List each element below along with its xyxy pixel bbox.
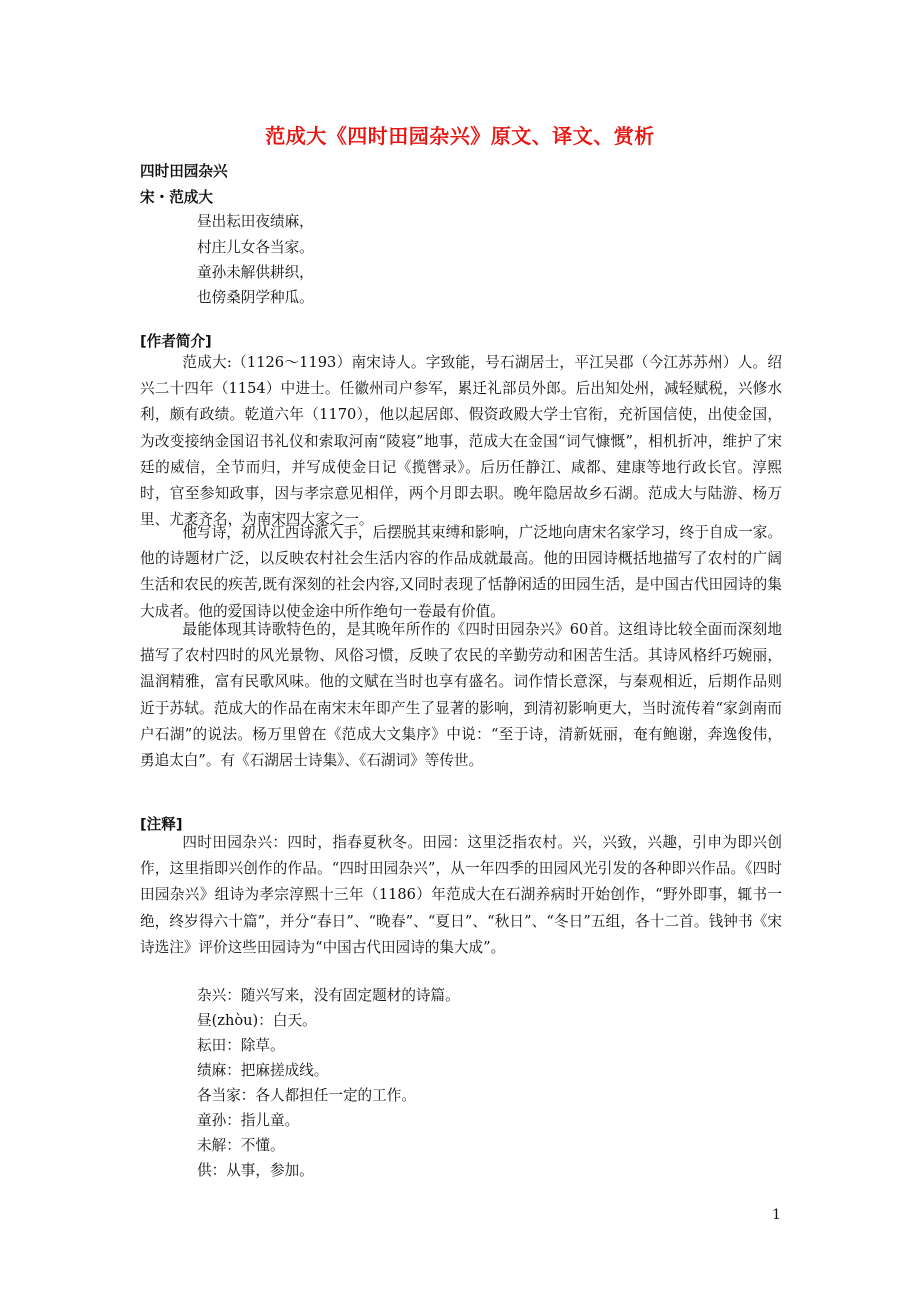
note-item: 童孙：指儿童。 <box>197 1112 300 1129</box>
bio-paragraph: 范成大:（1126～1193）南宋诗人。字致能，号石湖居士，平江吴郡（今江苏苏州）人。绍兴二十四年（1154）中进士。任徽州司户参军，累迁礼部员外郎。后出知处州，减轻赋税，兴修水利，颇有政绩。乾道六年（1170），他以起居郎、假资政殿大学士官衔，充祈国信使，出使金国，为改变接纳金国诏书礼仪和索取河南“陵寝”地事，范成大在金国“词气慷慨”，相机折冲，维护了宋廷的威信，全节而归，并写成使金日记《揽辔录》。后历任静江、咸都、建康等地行政长官。淳熙时，官至参知政事，因与孝宗意见相佯，两个月即去职。晚年隐居故乡石湖。范成大与陆游、杨万里、尤袤齐名，为南宋四大家之一。 <box>140 354 782 529</box>
note-item: 昼(zhòu)：白天。 <box>197 1012 317 1029</box>
document-title: 范成大《四时田园杂兴》原文、译文、赏析 <box>265 124 655 148</box>
poem-title: 四时田园杂兴 <box>140 163 228 180</box>
note-item: 绩麻：把麻搓成线。 <box>197 1062 329 1079</box>
note-item: 未解：不懂。 <box>197 1137 285 1154</box>
poem-line: 童孙未解供耕织， <box>197 264 314 281</box>
poem-line: 也傍桑阴学种瓜。 <box>197 289 314 306</box>
notes-heading: [注释] <box>140 816 183 833</box>
poem-line: 村庄儿女各当家。 <box>197 239 314 256</box>
poem-line: 昼出耘田夜绩麻， <box>197 213 314 230</box>
notes-main-paragraph: 四时田园杂兴：四时，指春夏秋冬。田园：这里泛指农村。兴，兴致，兴趣，引申为即兴创作，这里指即兴创作的作品。“四时田园杂兴”，从一年四季的田园风光引发的各种即兴作品。《四时田园杂兴》组诗为孝宗淳熙十三年（1186）年范成大在石湖养病时开始创作，“野外即事，辄书一绝，终岁得六十篇”，并分“春日”、“晚春”、“夏日”、“秋日”、“冬日”五组，各十二首。钱钟书《宋诗选注》评价这些田园诗为“中国古代田园诗的集大成”。 <box>140 834 782 956</box>
bio-heading: [作者简介] <box>140 333 212 350</box>
bio-paragraph: 最能体现其诗歌特色的，是其晚年所作的《四时田园杂兴》60首。这组诗比较全面而深刻地描写了农村四时的风光景物、风俗习惯，反映了农民的辛勤劳动和困苦生活。其诗风格纤巧婉丽，温润精雅，富有民歌风味。他的文赋在当时也享有盛名。词作情长意深，与秦观相近，后期作品则近于苏轼。范成大的作品在南宋末年即产生了显著的影响，到清初影响更大，当时流传着“家剑南而户石湖”的说法。杨万里曾在《范成大文集序》中说：“至于诗，清新妩丽，奄有鲍谢，奔逸俊伟，勇追太白”。有《石湖居士诗集》、《石湖词》等传世。 <box>140 621 782 770</box>
note-item: 供：从事，参加。 <box>197 1162 314 1179</box>
note-item: 各当家：各人都担任一定的工作。 <box>197 1087 416 1104</box>
bio-paragraph: 他写诗，初从江西诗派入手，后摆脱其束缚和影响，广泛地向唐宋名家学习，终于自成一家。他的诗题材广泛，以反映农村社会生活内容的作品成就最高。他的田园诗概括地描写了农村的广阔生活和农民的疾苦,既有深刻的社会内容,又同时表现了恬静闲适的田园生活，是中国古代田园诗的集大成者。他的爱国诗以使金途中所作绝句一卷最有价值。 <box>140 524 782 620</box>
note-item: 耘田：除草。 <box>197 1037 285 1054</box>
page-number: 1 <box>772 1207 781 1223</box>
poem-author: 宋・范成大 <box>140 189 213 206</box>
note-item: 杂兴：随兴写来，没有固定题材的诗篇。 <box>197 987 460 1004</box>
